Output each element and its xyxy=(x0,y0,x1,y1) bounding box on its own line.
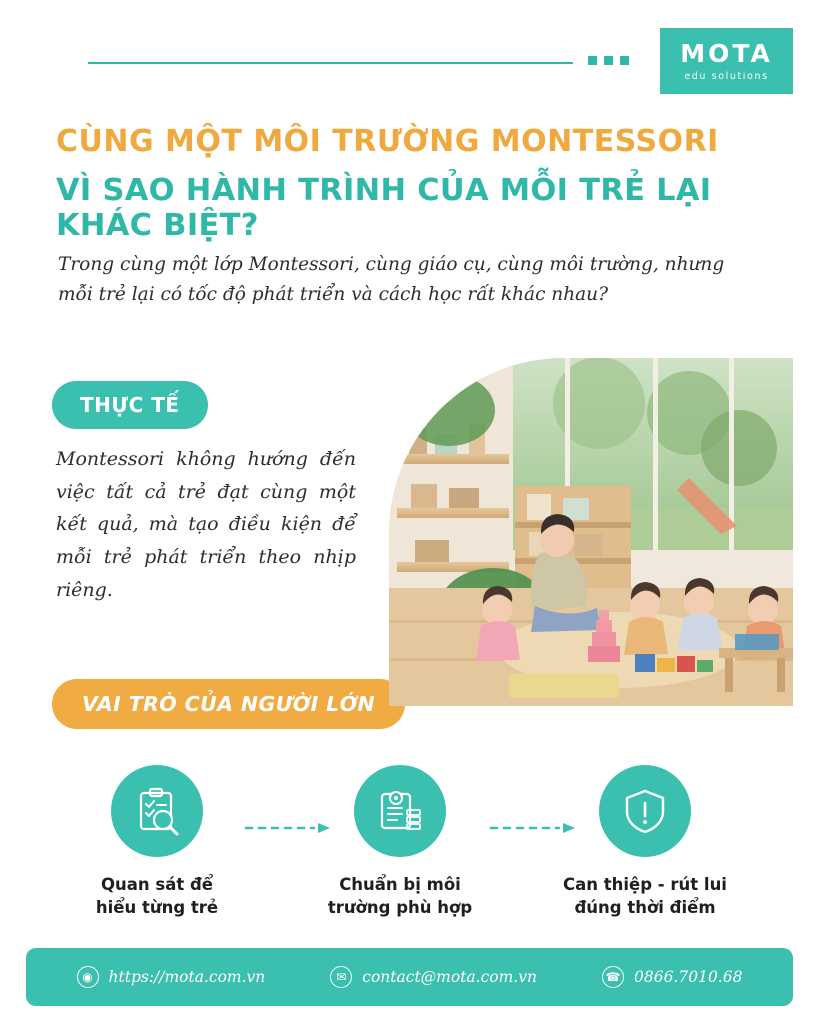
footer-contact-bar xyxy=(26,948,793,1006)
step-3-icon-circle xyxy=(599,765,691,857)
globe-icon: ◉ xyxy=(77,966,99,988)
footer-email[interactable] xyxy=(330,966,537,988)
step-3-label-line2: đúng thời điểm xyxy=(574,898,716,918)
step-3-label xyxy=(540,873,750,920)
steps-row xyxy=(0,765,819,950)
classroom-photo xyxy=(389,358,793,706)
brand-logo xyxy=(660,28,793,94)
step-1-icon-circle xyxy=(111,765,203,857)
badge-vai-tro: VAI TRÒ CỦA NGƯỜI LỚN xyxy=(52,679,405,729)
footer-website[interactable] xyxy=(77,966,266,988)
dot-icon xyxy=(588,56,597,65)
step-item-3 xyxy=(540,765,750,920)
badge-thuc-te: THỰC TẾ xyxy=(52,381,208,429)
step-2-label xyxy=(295,873,505,920)
dot-icon xyxy=(604,56,613,65)
footer-phone[interactable] xyxy=(602,966,742,988)
step-2-icon-circle xyxy=(354,765,446,857)
step-3-label-line1: Can thiệp - rút lui xyxy=(563,875,727,894)
header xyxy=(0,0,819,108)
footer-website-text: https://mota.com.vn xyxy=(108,968,266,986)
title-block xyxy=(56,125,776,243)
step-1-label-line2: hiểu từng trẻ xyxy=(95,898,219,918)
page-title-primary: CÙNG MỘT MÔI TRƯỜNG MONTESSORI xyxy=(56,124,719,159)
header-divider-line xyxy=(88,62,573,64)
step-1-label-line1: Quan sát để xyxy=(101,875,213,894)
footer-email-text: contact@mota.com.vn xyxy=(362,968,537,986)
arrow-step1-to-step2 xyxy=(244,820,334,834)
step-2-label-line2: trường phù hợp xyxy=(327,898,473,918)
header-dots-decoration xyxy=(588,56,629,65)
step-2-label-line1: Chuẩn bị môi xyxy=(339,875,461,894)
clipboard-magnifier-icon xyxy=(132,786,182,836)
logo-tagline: edu solutions xyxy=(684,70,769,82)
step-item-2 xyxy=(295,765,505,920)
step-1-label xyxy=(52,873,262,920)
dot-icon xyxy=(620,56,629,65)
phone-icon: ☎ xyxy=(602,966,624,988)
envelope-icon: ✉ xyxy=(330,966,352,988)
footer-phone-text: 0866.7010.68 xyxy=(633,968,743,986)
clipboard-gear-icon xyxy=(375,786,425,836)
intro-paragraph: Trong cùng một lớp Montessori, cùng giáo cụ, cùng môi trường, nhưng mỗi trẻ lại có tốc độ phát triển và cách học rất khác nhau? xyxy=(58,254,725,305)
page-title-secondary: VÌ SAO HÀNH TRÌNH CỦA MỖI TRẺ LẠI KHÁC BIỆT? xyxy=(56,172,712,243)
logo-wordmark: MOTA xyxy=(680,38,773,68)
fact-paragraph: Montessori không hướng đến việc tất cả trẻ đạt cùng một kết quả, mà tạo điều kiện để mỗi trẻ phát triển theo nhịp riêng. xyxy=(56,448,356,601)
shield-alert-icon xyxy=(620,786,670,836)
step-item-1 xyxy=(52,765,262,920)
arrow-step2-to-step3 xyxy=(489,820,579,834)
